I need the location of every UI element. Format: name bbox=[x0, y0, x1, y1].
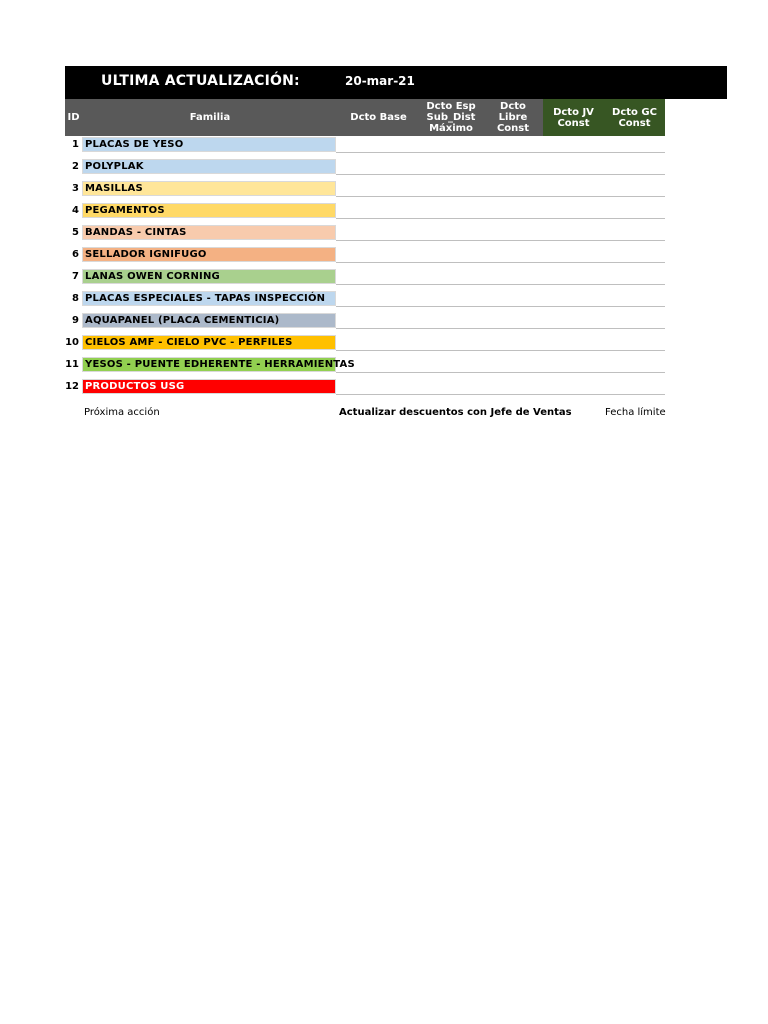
table-row[interactable] bbox=[65, 268, 665, 290]
table-row[interactable] bbox=[65, 158, 665, 180]
col-header-dcto-libre-line2: Libre bbox=[498, 112, 528, 123]
col-header-dcto-base[interactable] bbox=[338, 99, 419, 136]
update-banner bbox=[65, 66, 727, 99]
row-familia[interactable]: BANDAS - CINTAS bbox=[82, 225, 336, 240]
row-familia[interactable]: PLACAS ESPECIALES - TAPAS INSPECCIÓN bbox=[82, 291, 336, 306]
row-divider bbox=[336, 284, 665, 285]
next-action-value[interactable]: Actualizar descuentos con Jefe de Ventas bbox=[339, 407, 572, 418]
row-familia[interactable]: PLACAS DE YESO bbox=[82, 137, 336, 152]
row-id[interactable]: 2 bbox=[72, 161, 79, 172]
table-row[interactable] bbox=[65, 290, 665, 312]
col-header-dcto-libre-line3: Const bbox=[496, 123, 530, 134]
col-header-dcto-libre-line1: Dcto bbox=[500, 101, 526, 112]
row-familia[interactable]: PEGAMENTOS bbox=[82, 203, 336, 218]
row-divider bbox=[336, 218, 665, 219]
row-divider bbox=[336, 174, 665, 175]
row-familia[interactable]: SELLADOR IGNIFUGO bbox=[82, 247, 336, 262]
row-id[interactable]: 3 bbox=[72, 183, 79, 194]
table-row[interactable] bbox=[65, 224, 665, 246]
row-familia[interactable]: POLYPLAK bbox=[82, 159, 336, 174]
col-header-id-label: ID bbox=[67, 112, 80, 123]
col-header-dcto-jv-line2: Const bbox=[557, 117, 590, 129]
col-header-dcto-esp[interactable] bbox=[419, 99, 483, 136]
row-divider bbox=[336, 262, 665, 263]
col-header-dcto-esp-line2: Sub_Dist bbox=[426, 112, 476, 123]
col-header-dcto-jv-line1: Dcto JV bbox=[553, 106, 594, 118]
table-row[interactable] bbox=[65, 378, 665, 400]
col-header-dcto-gc[interactable] bbox=[604, 99, 665, 136]
row-id[interactable]: 8 bbox=[72, 293, 79, 304]
row-divider bbox=[336, 240, 665, 241]
row-familia[interactable]: YESOS - PUENTE EDHERENTE - HERRAMIENTAS bbox=[82, 357, 336, 372]
table-row[interactable] bbox=[65, 334, 665, 356]
row-id[interactable]: 10 bbox=[65, 337, 79, 348]
row-divider bbox=[336, 328, 665, 329]
row-familia[interactable]: CIELOS AMF - CIELO PVC - PERFILES bbox=[82, 335, 336, 350]
table-row[interactable] bbox=[65, 180, 665, 202]
col-header-dcto-base-label: Dcto Base bbox=[350, 112, 407, 123]
col-header-familia[interactable] bbox=[82, 99, 338, 136]
row-id[interactable]: 7 bbox=[72, 271, 79, 282]
row-id[interactable]: 9 bbox=[72, 315, 79, 326]
row-divider bbox=[336, 350, 665, 351]
next-action-label: Próxima acción bbox=[84, 407, 160, 418]
row-divider bbox=[336, 394, 665, 395]
col-header-familia-label: Familia bbox=[189, 112, 231, 123]
deadline-label: Fecha límite bbox=[605, 407, 666, 418]
table-row[interactable] bbox=[65, 356, 665, 378]
row-id[interactable]: 5 bbox=[72, 227, 79, 238]
col-header-dcto-gc-line1: Dcto GC bbox=[612, 106, 657, 118]
table-row[interactable] bbox=[65, 202, 665, 224]
row-divider bbox=[336, 372, 665, 373]
row-familia[interactable]: PRODUCTOS USG bbox=[82, 379, 336, 394]
row-familia[interactable]: LANAS OWEN CORNING bbox=[82, 269, 336, 284]
table-row[interactable] bbox=[65, 136, 665, 158]
col-header-dcto-jv[interactable] bbox=[543, 99, 604, 136]
row-id[interactable]: 11 bbox=[65, 359, 79, 370]
row-familia[interactable]: MASILLAS bbox=[82, 181, 336, 196]
col-header-dcto-gc-line2: Const bbox=[618, 117, 651, 129]
table-row[interactable] bbox=[65, 246, 665, 268]
row-divider bbox=[336, 306, 665, 307]
col-header-dcto-esp-line1: Dcto Esp bbox=[426, 101, 476, 112]
row-divider bbox=[336, 152, 665, 153]
update-date[interactable]: 20-mar-21 bbox=[345, 74, 415, 88]
col-header-dcto-libre[interactable] bbox=[483, 99, 543, 136]
row-id[interactable]: 12 bbox=[65, 381, 79, 392]
row-id[interactable]: 6 bbox=[72, 249, 79, 260]
col-header-id[interactable] bbox=[65, 99, 82, 136]
table-row[interactable] bbox=[65, 312, 665, 334]
update-title: ULTIMA ACTUALIZACIÓN: bbox=[101, 73, 300, 89]
row-familia[interactable]: AQUAPANEL (PLACA CEMENTICIA) bbox=[82, 313, 336, 328]
row-divider bbox=[336, 196, 665, 197]
row-id[interactable]: 1 bbox=[72, 139, 79, 150]
row-id[interactable]: 4 bbox=[72, 205, 79, 216]
col-header-dcto-esp-line3: Máximo bbox=[429, 123, 473, 134]
